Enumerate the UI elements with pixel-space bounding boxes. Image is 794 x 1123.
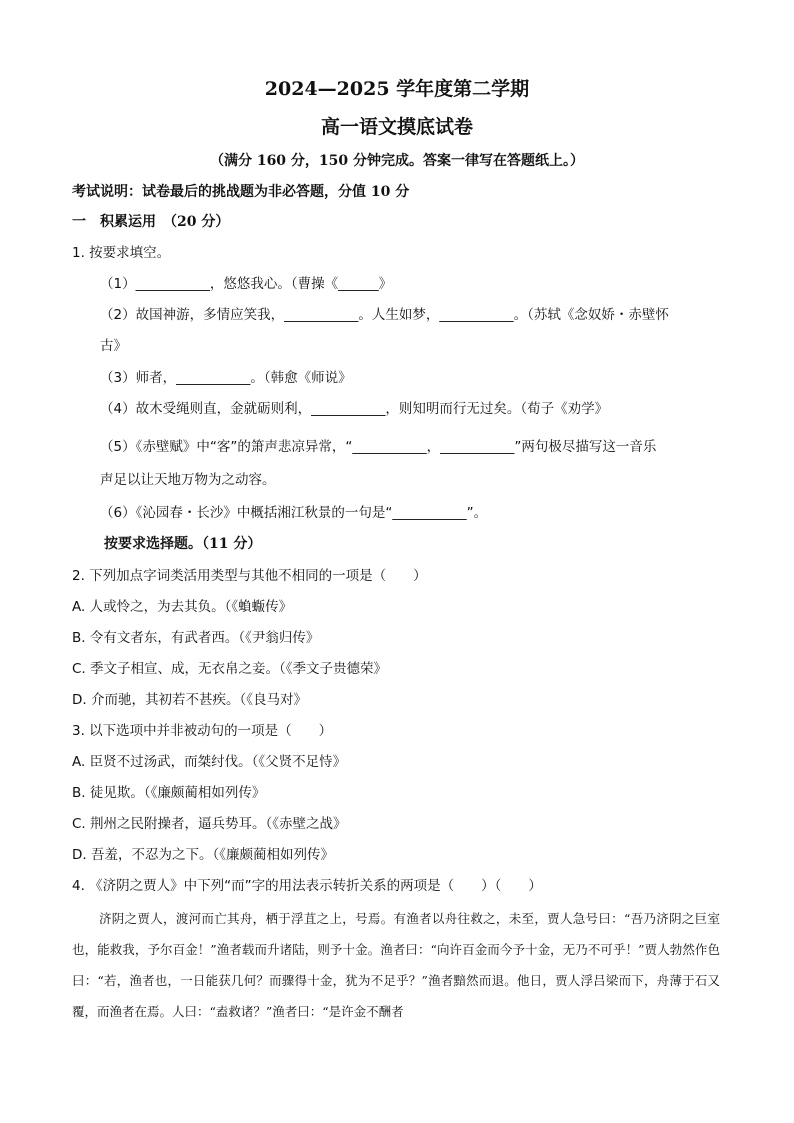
question-1-item: （1）___________，悠悠我心。（曹操《______》 <box>100 276 393 292</box>
section-heading: 一 积累运用 （20 分） <box>72 214 230 230</box>
exam-note: 考试说明：试卷最后的挑战题为非必答题，分值 10 分 <box>72 184 410 200</box>
question-1-item-continued: 古》 <box>100 338 127 354</box>
question-1-item-continued: 声足以让天地万物为之动容。 <box>100 472 276 488</box>
question-2-stem: 2. 下列加点字词类活用类型与其他不相同的一项是（ ） <box>72 568 427 584</box>
question-3-option-d: D. 吾羞，不忍为之下。（《廉颇蔺相如列传》 <box>72 847 334 863</box>
question-1-stem: 1. 按要求填空。 <box>72 245 171 261</box>
question-3-option-b: B. 徒见欺。（《廉颇蔺相如列传》 <box>72 785 266 801</box>
question-2-option-a: A. 人或怜之，为去其负。（《蝜蝂传》 <box>72 599 293 615</box>
question-2-option-c: C. 季文子相宣、成，无衣帛之妾。（《季文子贵德荣》 <box>72 661 388 677</box>
year-term-title: 2024—2025 学年度第二学期 <box>264 78 530 100</box>
choice-section-heading: 按要求选择题。（11 分） <box>104 536 262 552</box>
question-3-stem: 3. 以下选项中并非被动句的一项是（ ） <box>72 723 333 739</box>
question-4-passage: 济阴之贾人，渡河而亡其舟，栖于浮苴之上，号焉。有渔者以舟往救之，未至，贾人急号曰：“吾乃济阴之巨室也，能救我，予尔百金！”渔者载而升诸陆，则予十金。渔者曰：“向许百金而今予十金，无乃不可乎！”贾人勃然作色曰：“若，渔者也，一日能获几何？而骤得十金，犹为不足乎？”渔者黯然而退。他日，贾人浮吕梁而下，舟薄于石又覆，而渔者在焉。人曰：“盍救诸？”渔者曰：“是许金不酬者 <box>72 911 720 1019</box>
question-1-item: （4）故木受绳则直，金就砺则利，___________，则知明而行无过矣。（荀子《劝学》 <box>100 401 609 417</box>
exam-title: 高一语文摸底试卷 <box>320 116 473 138</box>
exam-instructions: （满分 160 分，150 分钟完成。答案一律写在答题纸上。） <box>209 153 585 169</box>
question-2-option-b: B. 令有文者东，有武者西。（《尹翁归传》 <box>72 630 320 646</box>
question-1-item: （6）《沁园春・长沙》中概括湘江秋景的一句是“___________”。 <box>100 505 488 521</box>
question-2-option-d: D. 介而驰，其初若不甚疾。（《良马对》 <box>72 692 307 708</box>
question-3-option-a: A. 臣贤不过汤武，而桀纣伐。（《父贤不足恃》 <box>72 754 347 770</box>
question-1-item: （5）《赤壁赋》中“客”的箫声悲凉异常，“___________，___________”两句极尽描写这一音乐 <box>100 439 657 455</box>
question-1-item: （2）故国神游，多情应笑我，___________。人生如梦，___________。（苏轼《念奴娇・赤壁怀 <box>100 307 669 323</box>
question-3-option-c: C. 荆州之民附操者，逼兵势耳。（《赤壁之战》 <box>72 816 347 832</box>
question-1-item: （3）师者，___________。（韩愈《师说》 <box>100 370 352 386</box>
question-4-stem: 4. 《济阴之贾人》中下列“而”字的用法表示转折关系的两项是（ ）（ ） <box>72 878 542 894</box>
